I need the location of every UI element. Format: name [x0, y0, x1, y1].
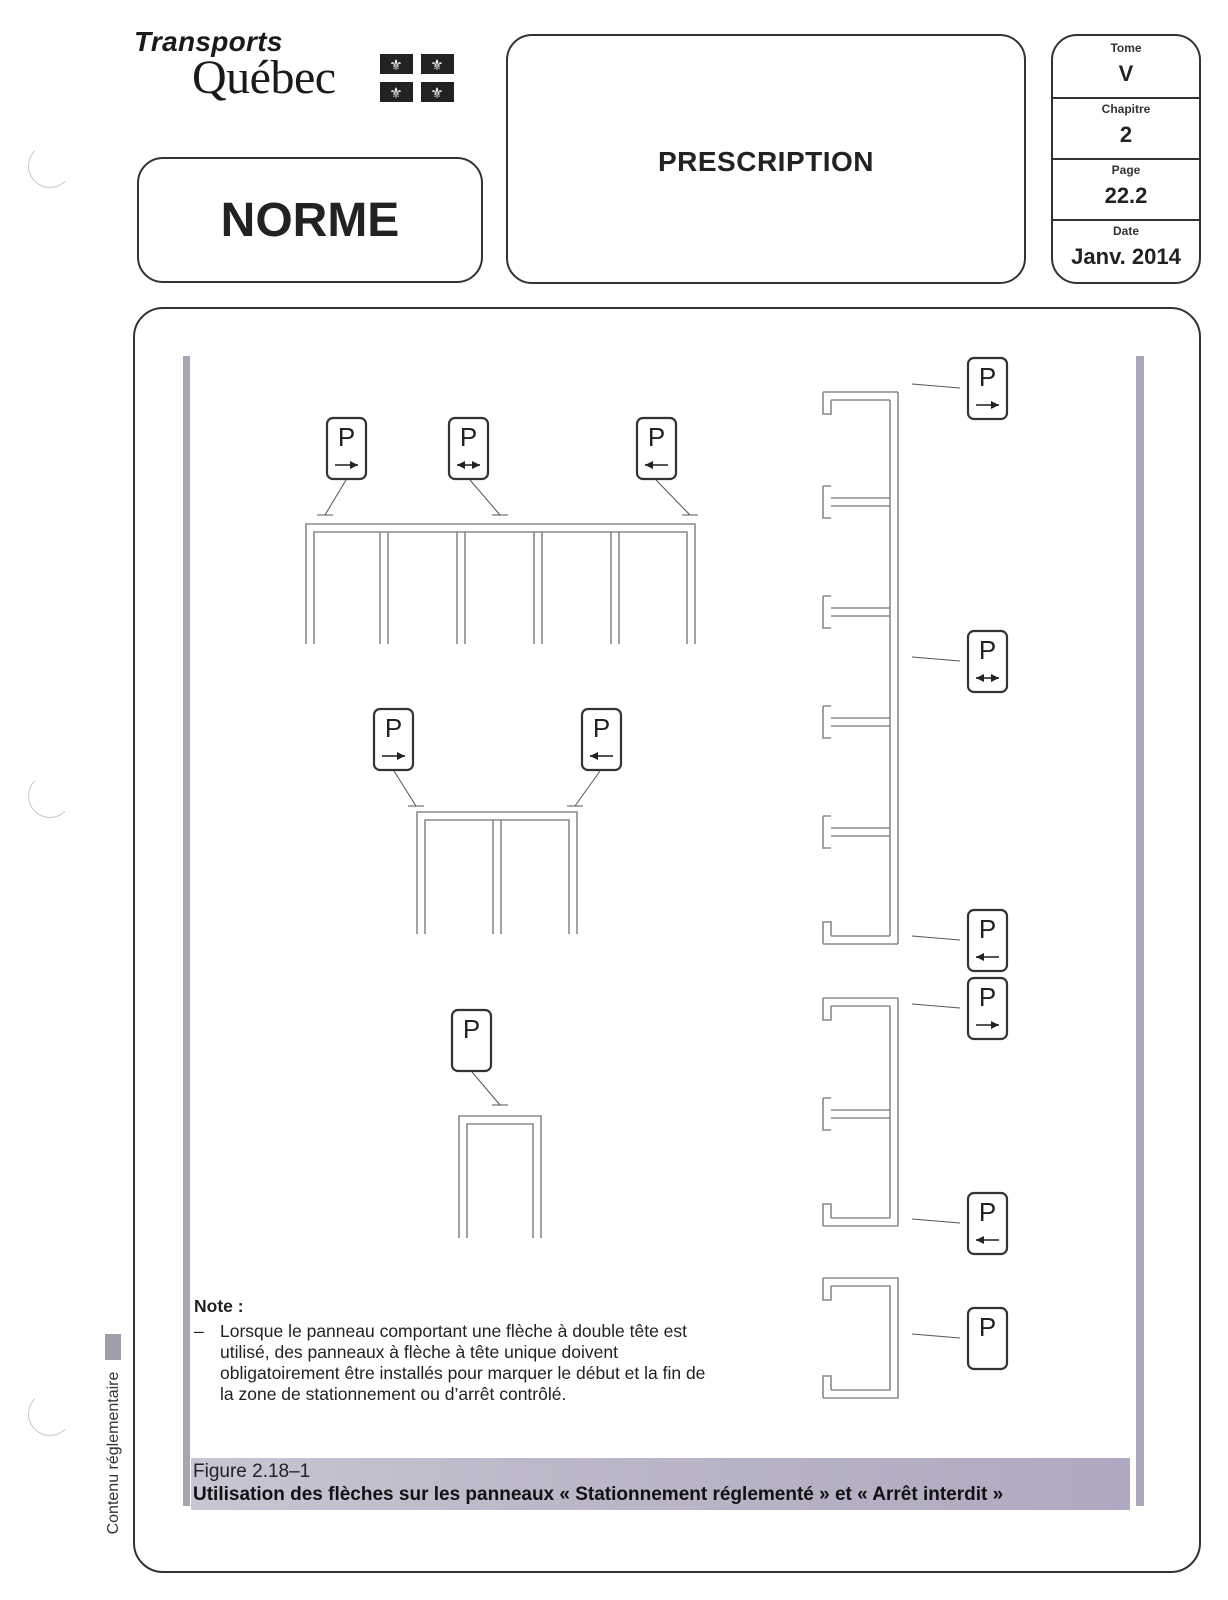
parking-sign-letter: P [978, 362, 997, 392]
parking-bay-outline [306, 524, 695, 644]
parking-sign-letter: P [978, 1197, 997, 1227]
parking-bay-outline [459, 1116, 541, 1238]
sign-pointer-line [912, 384, 960, 388]
meta-date-value: Janv. 2014 [1071, 244, 1181, 269]
svg-text:⚜: ⚜ [389, 56, 403, 74]
parking-sign-letter: P [647, 422, 666, 452]
norme-label: NORME [220, 193, 400, 247]
sign-pointer-line [912, 1334, 960, 1338]
meta-chapitre-value: 2 [1119, 122, 1133, 147]
curb-stub [823, 922, 831, 944]
parking-bay-outline [417, 812, 577, 934]
regulatory-marker-square [105, 1334, 121, 1360]
meta-chapitre-key: Chapitre [1101, 102, 1151, 116]
curb-line [831, 1286, 890, 1390]
parking-bay-divider [457, 532, 465, 644]
sign-pointer-line [912, 657, 960, 661]
curb-stub [823, 998, 831, 1020]
curb-stub [823, 486, 831, 518]
regulatory-content-label: Contenu réglementaire [105, 1371, 122, 1535]
parking-sign-letter: P [384, 713, 403, 743]
meta-page-key: Page [1111, 163, 1141, 177]
regulatory-content-marker [104, 1334, 122, 1534]
figure-note [194, 1296, 714, 1405]
parking-sign-letter: P [978, 1312, 997, 1342]
svg-text:⚜: ⚜ [430, 84, 444, 102]
parking-bay-divider [611, 532, 619, 644]
note-dash: – [194, 1321, 204, 1341]
stall-divider [831, 1110, 890, 1118]
sign-pointer-line [394, 771, 416, 806]
parking-sign-letter: P [978, 914, 997, 944]
parking-bay-outline [467, 1124, 533, 1238]
stall-divider [831, 608, 890, 616]
sign-pointer-line [912, 936, 960, 940]
logo-line-2: Québec [192, 51, 336, 104]
parking-bay-outline [425, 820, 569, 934]
sign-pointer-line [472, 1072, 500, 1105]
parking-sign-letter: P [592, 713, 611, 743]
figure-caption [191, 1458, 1130, 1510]
prescription-label: PRESCRIPTION [657, 146, 875, 177]
sign-pointer-line [912, 1004, 960, 1008]
parking-bay-divider [380, 532, 388, 644]
svg-text:⚜: ⚜ [430, 56, 444, 74]
curb-stub [823, 596, 831, 628]
sign-pointer-line [470, 480, 500, 515]
curb-line [823, 1278, 898, 1398]
caption-number: Figure 2.18–1 [193, 1461, 311, 1482]
parking-sign-letter: P [462, 1014, 481, 1044]
parking-bay-outline [314, 532, 687, 644]
curb-stub [823, 392, 831, 414]
stall-divider [831, 718, 890, 726]
sign-pointer-line [325, 480, 346, 515]
parking-sign-letter: P [459, 422, 478, 452]
caption-title: Utilisation des flèches sur les panneaux « Stationnement réglementé » et « Arrêt interdit » [193, 1484, 1004, 1505]
curb-stub [823, 816, 831, 848]
sign-pointer-line [656, 480, 690, 515]
meta-tome-key: Tome [1110, 41, 1142, 55]
stall-divider [831, 828, 890, 836]
parking-sign-letter: P [337, 422, 356, 452]
meta-tome-value: V [1118, 61, 1134, 86]
note-text: Lorsque le panneau comportant une flèche à double tête est utilisé, des panneaux à flèche à tête unique doivent obligatoirement être installés pour marquer le début et la fin de la zone de stationnement ou d’arrêt contrôlé. [220, 1321, 706, 1404]
parking-bay-divider [493, 820, 501, 934]
stall-divider [831, 498, 890, 506]
curb-stub [823, 1098, 831, 1130]
svg-text:⚜: ⚜ [389, 84, 403, 102]
curb-stub [823, 1278, 831, 1398]
parking-sign-letter: P [978, 635, 997, 665]
curb-stub [823, 706, 831, 738]
curb-stub [823, 1204, 831, 1226]
meta-page-value: 22.2 [1104, 183, 1148, 208]
sign-pointer-line [912, 1219, 960, 1223]
meta-date-key: Date [1112, 224, 1139, 238]
sign-pointer-line [575, 771, 600, 806]
note-title: Note : [194, 1296, 244, 1316]
parking-sign-letter: P [978, 982, 997, 1012]
parking-bay-divider [534, 532, 542, 644]
logo-line-1: Transports [134, 26, 283, 57]
